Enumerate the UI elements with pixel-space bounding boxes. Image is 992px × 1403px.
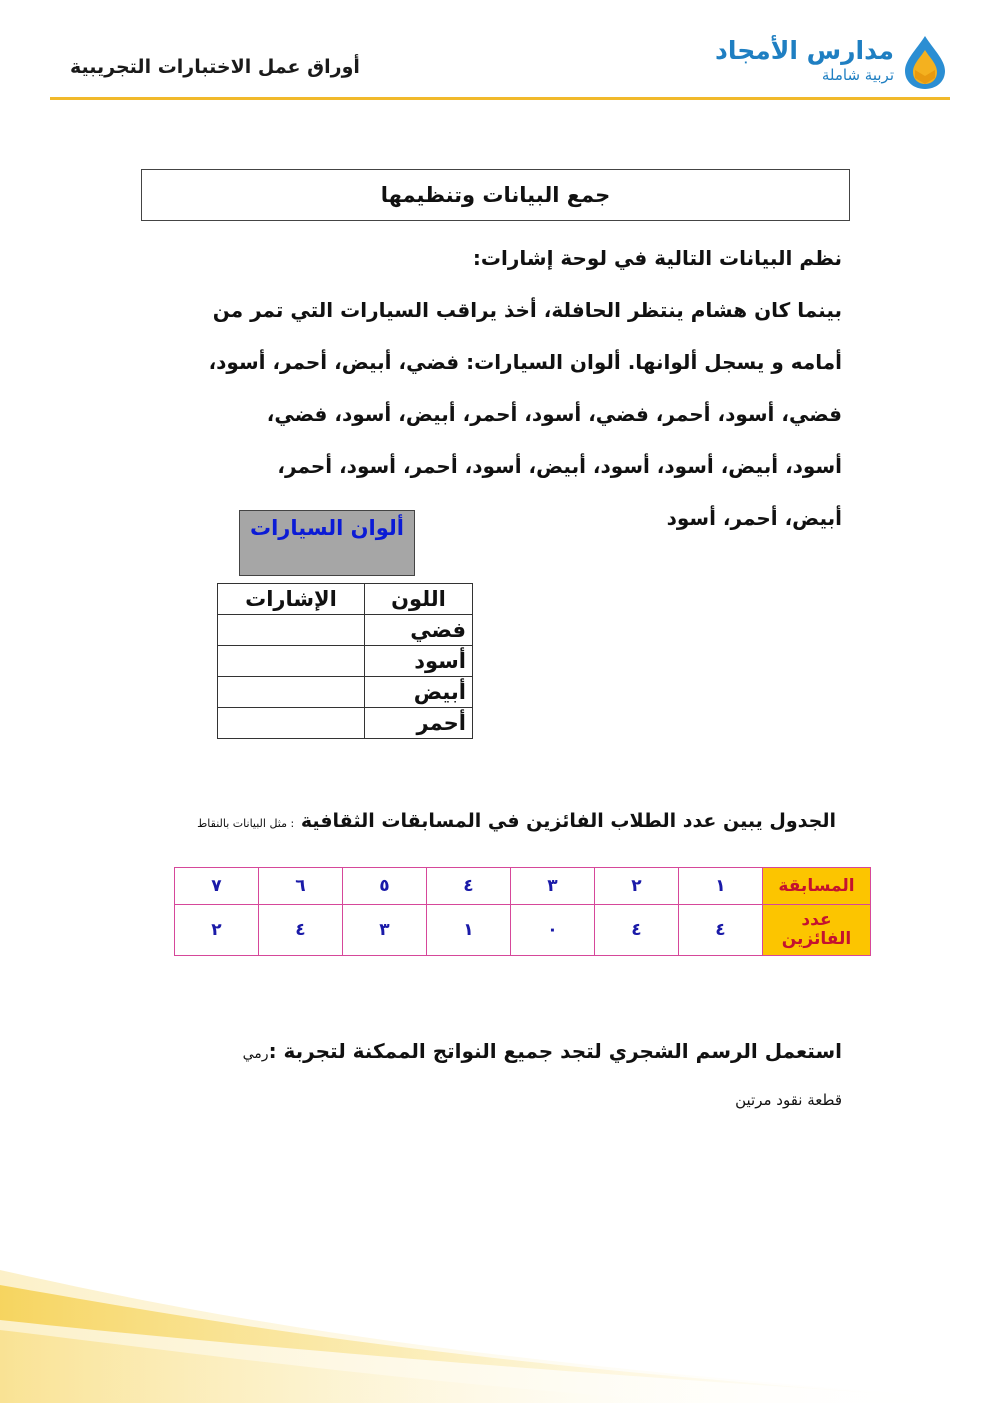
competitions-title — [180, 810, 836, 832]
tally-header-row — [218, 584, 473, 615]
tally-marks-cell[interactable] — [218, 677, 365, 708]
table-row — [218, 646, 473, 677]
header-title: أوراق عمل الاختبارات التجريبية — [70, 56, 360, 78]
competition-number: ٧ — [175, 868, 259, 905]
table-row — [218, 708, 473, 739]
competition-row-label: المسابقة — [763, 868, 871, 905]
question-1-line: بينما كان هشام ينتظر الحافلة، أخذ يراقب السيارات التي تمر من — [212, 298, 842, 322]
tally-color-cell: أبيض — [365, 677, 473, 708]
tally-marks-cell[interactable] — [218, 615, 365, 646]
school-logo — [715, 34, 948, 92]
winners-count: ٣ — [343, 905, 427, 956]
winners-count: ٤ — [595, 905, 679, 956]
competition-number: ٥ — [343, 868, 427, 905]
tally-header-color: اللون — [365, 584, 473, 615]
competition-number: ١ — [679, 868, 763, 905]
winners-count: ٠ — [511, 905, 595, 956]
competition-number: ٣ — [511, 868, 595, 905]
question-1-line: نظم البيانات التالية في لوحة إشارات: — [472, 246, 842, 270]
winners-count: ٤ — [259, 905, 343, 956]
question-1-text — [150, 232, 842, 544]
tally-color-cell: فضي — [365, 615, 473, 646]
winners-row-label: عدد الفائزين — [763, 905, 871, 956]
competitions-table — [174, 867, 871, 956]
tally-table — [217, 583, 473, 739]
question-1-line: أمامه و يسجل ألوانها. ألوان السيارات: فضي، أبيض، أحمر، أسود، — [208, 350, 842, 374]
question-1-line: أبيض، أحمر، أسود — [666, 506, 842, 530]
competition-number: ٤ — [427, 868, 511, 905]
competitions-title-text: الجدول يبين عدد الطلاب الفائزين في المسابقات الثقافية — [300, 810, 836, 832]
winners-count: ١ — [427, 905, 511, 956]
section-title: جمع البيانات وتنظيمها — [141, 169, 850, 221]
logo-tagline: تربية شاملة — [821, 66, 894, 84]
question-3-line2: قطعة نقود مرتين — [735, 1091, 842, 1109]
header-divider — [50, 97, 950, 100]
question-3-main: استعمل الرسم الشجري لتجد جميع النواتج الممكنة لتجربة : — [268, 1039, 842, 1063]
winners-count: ٢ — [175, 905, 259, 956]
logo-drop-icon — [902, 34, 948, 90]
tally-color-cell: أسود — [365, 646, 473, 677]
logo-name: مدارس الأمجاد — [715, 36, 894, 65]
tally-header-marks: الإشارات — [218, 584, 365, 615]
table-row — [175, 868, 871, 905]
table-row — [218, 615, 473, 646]
winners-count: ٤ — [679, 905, 763, 956]
tally-marks-cell[interactable] — [218, 708, 365, 739]
question-3-small: رمي — [242, 1046, 269, 1062]
competition-number: ٦ — [259, 868, 343, 905]
competitions-hint: : مثل البيانات بالنقاط — [197, 817, 295, 830]
competition-number: ٢ — [595, 868, 679, 905]
decorative-swoosh — [0, 1250, 992, 1403]
table-row — [175, 905, 871, 956]
question-1-line: فضي، أسود، أحمر، فضي، أسود، أحمر، أبيض، أسود، فضي، — [266, 402, 842, 426]
question-1-line: أسود، أبيض، أسود، أسود، أبيض، أسود، أحمر، أسود، أحمر، — [277, 454, 842, 478]
tally-color-cell: أحمر — [365, 708, 473, 739]
tally-caption: ألوان السيارات — [239, 510, 415, 576]
question-3-text — [150, 1039, 842, 1063]
table-row — [218, 677, 473, 708]
tally-marks-cell[interactable] — [218, 646, 365, 677]
